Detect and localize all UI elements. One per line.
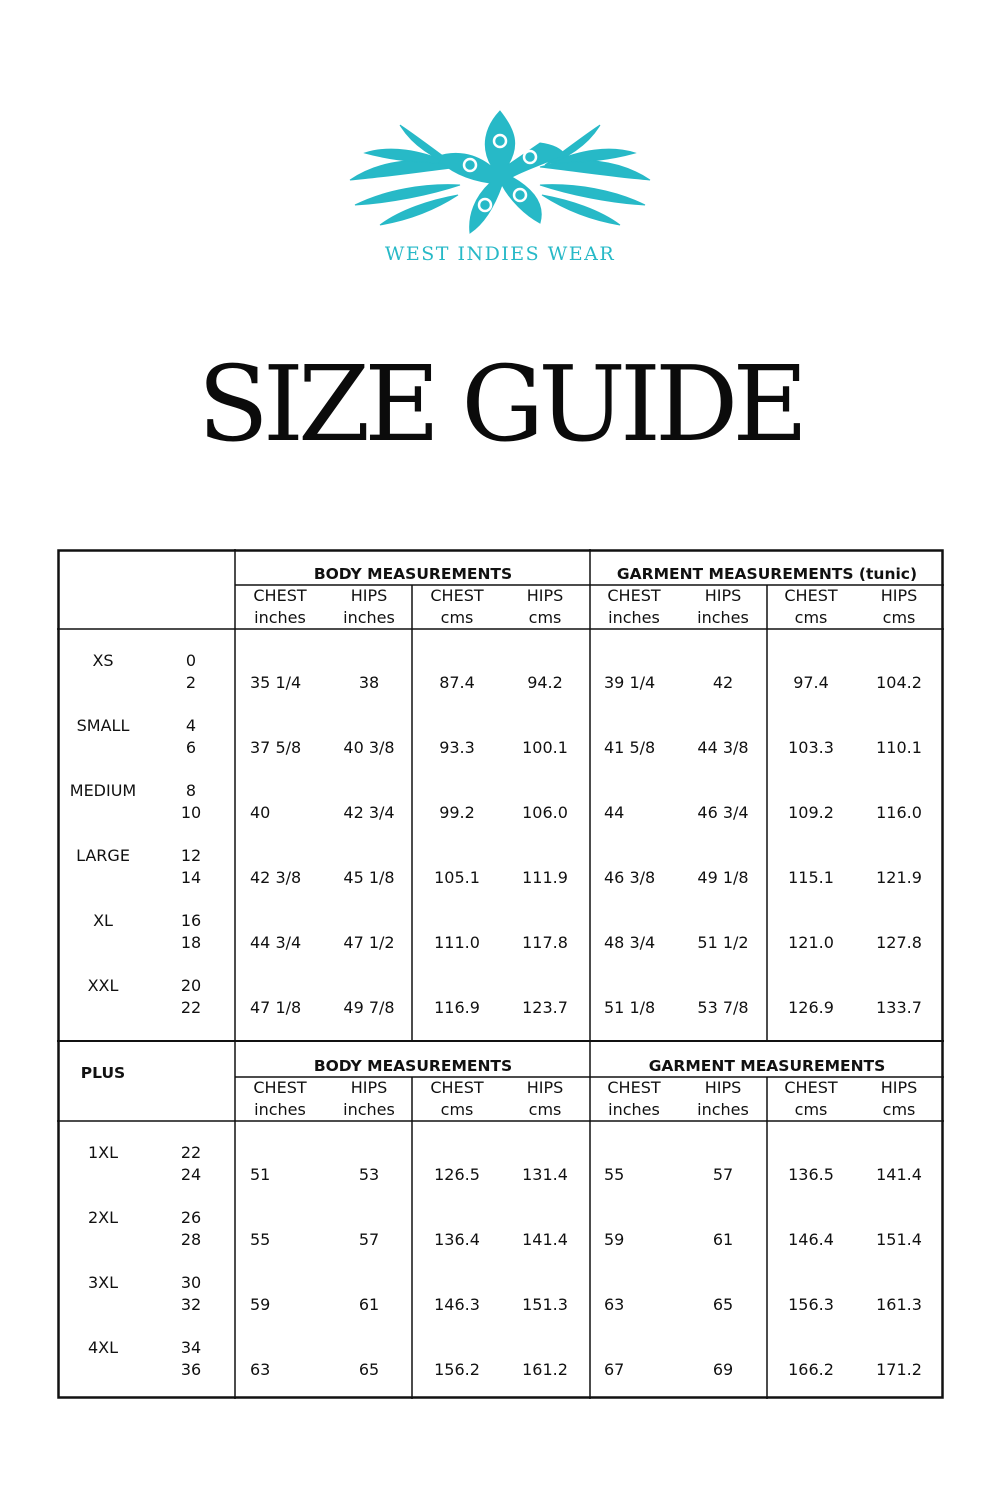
measurement-value: 136.5 <box>788 1165 834 1184</box>
size-label: XL <box>93 911 113 930</box>
column-header-name: HIPS <box>704 586 742 605</box>
column-header-name: CHEST <box>784 586 838 605</box>
measurement-value: 38 <box>358 673 380 692</box>
column-header-unit: cms <box>440 608 474 627</box>
measurement-value: 117.8 <box>522 933 568 952</box>
measurement-value: 44 <box>604 803 625 822</box>
measurement-value: 123.7 <box>522 998 568 1017</box>
size-label: XS <box>92 651 114 670</box>
measurement-value: 65 <box>712 1295 734 1314</box>
measurement-value: 151.4 <box>876 1230 922 1249</box>
column-header-name: HIPS <box>526 586 564 605</box>
column-header-unit: inches <box>343 1100 395 1119</box>
us-size: 18 <box>180 933 202 952</box>
us-size: 6 <box>185 738 197 757</box>
measurement-value: 67 <box>604 1360 625 1379</box>
measurement-value: 97.4 <box>793 673 829 692</box>
measurement-value: 110.1 <box>876 738 922 757</box>
us-size: 24 <box>180 1165 202 1184</box>
us-size: 2 <box>185 673 197 692</box>
measurement-value: 131.4 <box>522 1165 568 1184</box>
flower-leaves-logo-icon <box>340 105 660 245</box>
measurement-value: 116.9 <box>434 998 480 1017</box>
us-size: 28 <box>180 1230 202 1249</box>
measurement-value: 41 5/8 <box>604 738 656 757</box>
measurement-value: 45 1/8 <box>343 868 395 887</box>
measurement-value: 127.8 <box>876 933 922 952</box>
column-header-unit: cms <box>882 608 916 627</box>
measurement-value: 105.1 <box>434 868 480 887</box>
group-header-body: BODY MEASUREMENTS <box>313 1057 513 1075</box>
column-header-name: HIPS <box>880 1078 918 1097</box>
column-header-unit: inches <box>343 608 395 627</box>
column-header-name: CHEST <box>253 586 307 605</box>
column-header-unit: cms <box>794 608 828 627</box>
measurement-value: 115.1 <box>788 868 834 887</box>
measurement-value: 111.0 <box>434 933 480 952</box>
measurement-value: 126.9 <box>788 998 834 1017</box>
measurement-value: 39 1/4 <box>604 673 656 692</box>
measurement-value: 166.2 <box>788 1360 834 1379</box>
size-table <box>57 549 944 1399</box>
column-header-unit: cms <box>440 1100 474 1119</box>
column-header-name: HIPS <box>350 1078 388 1097</box>
measurement-value: 171.2 <box>876 1360 922 1379</box>
us-size: 4 <box>185 716 197 735</box>
measurement-value: 53 <box>358 1165 380 1184</box>
us-size: 22 <box>180 998 202 1017</box>
us-size: 22 <box>180 1143 202 1162</box>
measurement-value: 47 1/2 <box>343 933 395 952</box>
measurement-value: 59 <box>604 1230 625 1249</box>
us-size: 30 <box>180 1273 202 1292</box>
column-header-name: CHEST <box>607 586 661 605</box>
column-header-unit: inches <box>697 608 749 627</box>
measurement-value: 111.9 <box>522 868 568 887</box>
measurement-value: 51 1/8 <box>604 998 656 1017</box>
size-label: SMALL <box>76 716 130 735</box>
measurement-value: 35 1/4 <box>250 673 302 692</box>
us-size: 32 <box>180 1295 202 1314</box>
measurement-value: 156.2 <box>434 1360 480 1379</box>
measurement-value: 136.4 <box>434 1230 480 1249</box>
measurement-value: 49 1/8 <box>697 868 749 887</box>
us-size: 34 <box>180 1338 202 1357</box>
measurement-value: 133.7 <box>876 998 922 1017</box>
measurement-value: 55 <box>604 1165 625 1184</box>
column-header-name: CHEST <box>607 1078 661 1097</box>
measurement-value: 146.4 <box>788 1230 834 1249</box>
column-header-unit: inches <box>254 608 306 627</box>
us-size: 16 <box>180 911 202 930</box>
column-header-unit: inches <box>608 608 660 627</box>
measurement-value: 49 7/8 <box>343 998 395 1017</box>
column-header-name: HIPS <box>704 1078 742 1097</box>
measurement-value: 65 <box>358 1360 380 1379</box>
measurement-value: 57 <box>358 1230 380 1249</box>
measurement-value: 121.0 <box>788 933 834 952</box>
us-size: 8 <box>185 781 197 800</box>
measurement-value: 109.2 <box>788 803 834 822</box>
brand-logo <box>340 105 660 280</box>
us-size: 20 <box>180 976 202 995</box>
column-header-name: CHEST <box>253 1078 307 1097</box>
column-header-unit: cms <box>528 1100 562 1119</box>
measurement-value: 141.4 <box>522 1230 568 1249</box>
measurement-value: 59 <box>250 1295 271 1314</box>
measurement-value: 126.5 <box>434 1165 480 1184</box>
measurement-value: 55 <box>250 1230 271 1249</box>
measurement-value: 47 1/8 <box>250 998 302 1017</box>
column-header-name: HIPS <box>880 586 918 605</box>
group-header-body: BODY MEASUREMENTS <box>313 565 513 583</box>
column-header-unit: inches <box>697 1100 749 1119</box>
measurement-value: 37 5/8 <box>250 738 302 757</box>
measurement-value: 156.3 <box>788 1295 834 1314</box>
measurement-value: 106.0 <box>522 803 568 822</box>
brand-name: WEST INDIES WEAR <box>384 243 616 265</box>
column-header-unit: inches <box>608 1100 660 1119</box>
measurement-value: 93.3 <box>439 738 475 757</box>
measurement-value: 99.2 <box>439 803 475 822</box>
measurement-value: 151.3 <box>522 1295 568 1314</box>
measurement-value: 87.4 <box>439 673 475 692</box>
us-size: 14 <box>180 868 202 887</box>
us-size: 10 <box>180 803 202 822</box>
measurement-value: 42 3/8 <box>250 868 302 887</box>
size-label: 1XL <box>87 1143 119 1162</box>
measurement-value: 57 <box>712 1165 734 1184</box>
size-label: LARGE <box>76 846 130 865</box>
measurement-value: 103.3 <box>788 738 834 757</box>
measurement-value: 121.9 <box>876 868 922 887</box>
column-header-name: CHEST <box>430 1078 484 1097</box>
measurement-value: 146.3 <box>434 1295 480 1314</box>
measurement-value: 53 7/8 <box>697 998 749 1017</box>
section-label: PLUS <box>80 1064 126 1082</box>
measurement-value: 46 3/8 <box>604 868 656 887</box>
column-header-name: HIPS <box>526 1078 564 1097</box>
measurement-value: 63 <box>604 1295 625 1314</box>
page-title: SIZE GUIDE <box>197 343 803 465</box>
measurement-value: 51 1/2 <box>697 933 749 952</box>
measurement-value: 69 <box>712 1360 734 1379</box>
measurement-value: 61 <box>712 1230 734 1249</box>
measurement-value: 44 3/4 <box>250 933 302 952</box>
measurement-value: 63 <box>250 1360 271 1379</box>
us-size: 26 <box>180 1208 202 1227</box>
measurement-value: 48 3/4 <box>604 933 656 952</box>
group-header-garment: GARMENT MEASUREMENTS <box>648 1057 886 1075</box>
measurement-value: 61 <box>358 1295 380 1314</box>
measurement-value: 46 3/4 <box>697 803 749 822</box>
measurement-value: 40 3/8 <box>343 738 395 757</box>
column-header-unit: cms <box>882 1100 916 1119</box>
measurement-value: 100.1 <box>522 738 568 757</box>
measurement-value: 94.2 <box>527 673 563 692</box>
column-header-unit: cms <box>528 608 562 627</box>
measurement-value: 40 <box>250 803 271 822</box>
size-label: 2XL <box>87 1208 119 1227</box>
measurement-value: 42 3/4 <box>343 803 395 822</box>
column-header-name: CHEST <box>430 586 484 605</box>
column-header-unit: inches <box>254 1100 306 1119</box>
size-label: XXL <box>87 976 119 995</box>
measurement-value: 141.4 <box>876 1165 922 1184</box>
measurement-value: 116.0 <box>876 803 922 822</box>
size-label: 3XL <box>87 1273 119 1292</box>
column-header-name: CHEST <box>784 1078 838 1097</box>
column-header-unit: cms <box>794 1100 828 1119</box>
us-size: 36 <box>180 1360 202 1379</box>
measurement-value: 42 <box>712 673 734 692</box>
column-header-name: HIPS <box>350 586 388 605</box>
measurement-value: 161.3 <box>876 1295 922 1314</box>
us-size: 12 <box>180 846 202 865</box>
size-label: MEDIUM <box>69 781 137 800</box>
size-label: 4XL <box>87 1338 119 1357</box>
measurement-value: 51 <box>250 1165 271 1184</box>
measurement-value: 104.2 <box>876 673 922 692</box>
measurement-value: 161.2 <box>522 1360 568 1379</box>
group-header-garment: GARMENT MEASUREMENTS (tunic) <box>616 565 918 583</box>
us-size: 0 <box>185 651 197 670</box>
measurement-value: 44 3/8 <box>697 738 749 757</box>
